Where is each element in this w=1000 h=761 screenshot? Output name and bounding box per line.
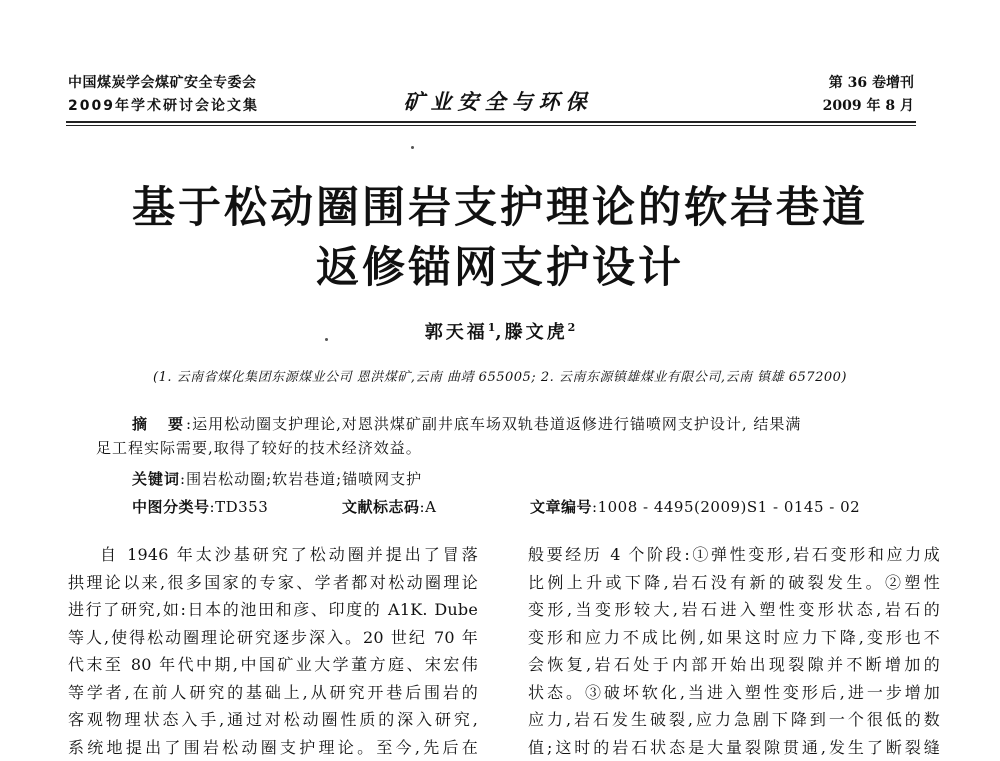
- paper-title-line1: 基于松动圈围岩支护理论的软岩巷道: [60, 180, 940, 236]
- document-code: [342, 496, 436, 517]
- affiliations: (1. 云南省煤化集团东源煤业公司 恩洪煤矿,云南 曲靖 655005; 2. 云南东源镇雄煤业有限公司,云南 镇雄 657200): [100, 366, 900, 385]
- body-line: 拱理论以来,很多国家的专家、学者都对松动圈理论: [68, 569, 478, 597]
- clc-value: :TD353: [210, 498, 269, 516]
- header-rule-thin: [66, 125, 916, 126]
- author-affil-mark: 1: [488, 321, 496, 334]
- publication-date: 2009 年 8 月: [823, 95, 914, 118]
- body-line: 变形,当变形较大,岩石进入塑性变形状态,岩石的: [528, 596, 940, 624]
- doc-code-value: :A: [420, 498, 437, 516]
- article-number-label: 文章编号: [530, 498, 592, 516]
- header-rule: [66, 121, 916, 123]
- body-line: 般要经历 4 个阶段:①弹性变形,岩石变形和应力成: [528, 541, 940, 569]
- body-line: 等学者,在前人研究的基础上,从研究开巷后围岩的: [68, 679, 478, 707]
- abstract-label: 摘 要: [132, 415, 186, 433]
- paper-title-line2: 返修锚网支护设计: [60, 240, 940, 296]
- body-line: 代末至 80 年代中期,中国矿业大学董方庭、宋宏伟: [68, 651, 478, 679]
- article-number: [530, 496, 860, 517]
- body-line: 值;这时的岩石状态是大量裂隙贯通,发生了断裂缝: [528, 734, 940, 761]
- keywords-label: 关键词: [132, 470, 180, 488]
- body-line: 状态。③破坏软化,当进入塑性变形后,进一步增加: [528, 679, 940, 707]
- body-line: 变形和应力不成比例,如果这时应力下降,变形也不: [528, 624, 940, 652]
- clc-number: [132, 496, 268, 517]
- body-line: 会恢复,岩石处于内部开始出现裂隙并不断增加的: [528, 651, 940, 679]
- body-line: 系统地提出了围岩松动圈支护理论。至今,先后在: [68, 734, 478, 761]
- header-left: [68, 72, 259, 118]
- body-line: 应力,岩石发生破裂,应力急剧下降到一个很低的数: [528, 706, 940, 734]
- header-right: [823, 72, 914, 118]
- abstract: [96, 412, 908, 460]
- body-line: 自 1946 年太沙基研究了松动圈并提出了冒落: [68, 541, 478, 569]
- article-number-value: :1008 - 4495(2009)S1 - 0145 - 02: [592, 498, 860, 516]
- header-proceedings: 2009年学术研讨会论文集: [68, 95, 259, 118]
- doc-code-label: 文献标志码: [342, 498, 420, 516]
- author-name: 滕文虎: [505, 322, 568, 343]
- abstract-text-line2: 足工程实际需要,取得了较好的技术经济效益。: [96, 436, 908, 460]
- author-affil-mark: 2: [568, 321, 576, 334]
- author-name: 郭天福: [425, 322, 488, 343]
- author-list: [300, 318, 700, 344]
- body-column-right: [528, 541, 940, 761]
- body-line: 等人,使得松动圈理论研究逐步深入。20 世纪 70 年: [68, 624, 478, 652]
- body-column-left: [68, 541, 478, 761]
- author-separator: ,: [495, 322, 504, 343]
- body-line: 比例上升或下降,岩石没有新的破裂发生。②塑性: [528, 569, 940, 597]
- volume-info: 第 36 卷增刊: [823, 72, 914, 95]
- clc-label: 中图分类号: [132, 498, 210, 516]
- keywords-text: :围岩松动圈;软岩巷道;锚喷网支护: [180, 470, 422, 488]
- abstract-text-line1: :运用松动圈支护理论,对恩洪煤矿副井底车场双轨巷道返修进行锚喷网支护设计, 结果满: [186, 415, 801, 433]
- header-organization: 中国煤炭学会煤矿安全专委会: [68, 72, 259, 95]
- keywords: [132, 468, 422, 489]
- body-line: 客观物理状态入手,通过对松动圈性质的深入研究,: [68, 706, 478, 734]
- body-line: 进行了研究,如:日本的池田和彦、印度的 A1K. Dube: [68, 596, 478, 624]
- scan-speck: [411, 146, 414, 149]
- journal-name: 矿业安全与环保: [393, 86, 603, 116]
